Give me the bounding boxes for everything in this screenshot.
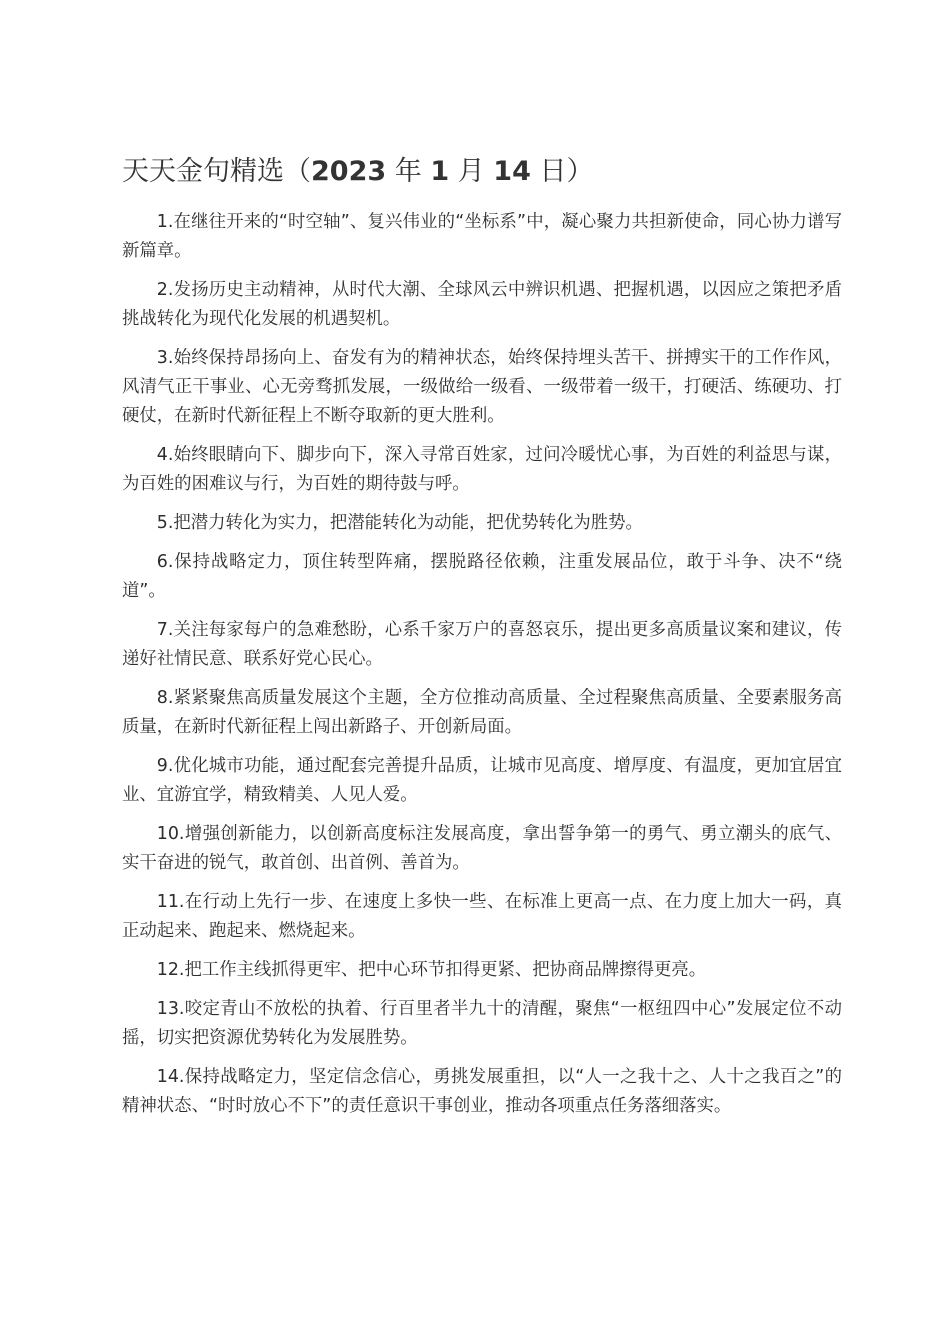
- paragraph-8: 8.紧紧聚焦高质量发展这个主题，全方位推动高质量、全过程聚焦高质量、全要素服务高质量，在新时代新征程上闯出新路子、开创新局面。: [122, 688, 842, 737]
- paragraph-11: 11.在行动上先行一步、在速度上多快一些、在标准上更高一点、在力度上加大一码，真正动起来、跑起来、燃烧起来。: [122, 892, 842, 941]
- paragraph-6: 6.保持战略定力，顶住转型阵痛，摆脱路径依赖，注重发展品位，敢于斗争、决不“绕道”。: [122, 552, 842, 601]
- title-month-unit: 月: [449, 156, 494, 187]
- paragraph-14: 14.保持战略定力，坚定信念信心，勇挑发展重担，以“人一之我十之、人十之我百之”的精神状态、“时时放心不下”的责任意识干事创业，推动各项重点任务落细落实。: [122, 1067, 842, 1116]
- paragraph-2: 2.发扬历史主动精神，从时代大潮、全球风云中辨识机遇、把握机遇，以因应之策把矛盾挑战转化为现代化发展的机遇契机。: [122, 280, 842, 329]
- title-month: 1: [430, 156, 450, 187]
- title-year-unit: 年: [386, 156, 431, 187]
- title-day: 14: [493, 156, 531, 187]
- paragraph-1: 1.在继往开来的“时空轴”、复兴伟业的“坐标系”中，凝心聚力共担新使命，同心协力谱写新篇章。: [122, 212, 842, 261]
- title-suffix: 日）: [530, 156, 594, 187]
- title-year: 2023: [311, 156, 387, 187]
- paragraph-7: 7.关注每家每户的急难愁盼，心系千家万户的喜怒哀乐，提出更多高质量议案和建议，传递好社情民意、联系好党心民心。: [122, 620, 842, 669]
- document-body: [122, 208, 842, 1131]
- title-prefix: 天天金句精选（: [122, 156, 311, 187]
- document-title: [122, 150, 593, 194]
- paragraph-4: 4.始终眼睛向下、脚步向下，深入寻常百姓家，过问冷暖忧心事，为百姓的利益思与谋，为百姓的困难议与行，为百姓的期待鼓与呼。: [122, 445, 842, 494]
- paragraph-9: 9.优化城市功能，通过配套完善提升品质，让城市见高度、增厚度、有温度，更加宜居宜业、宜游宜学，精致精美、人见人爱。: [122, 756, 842, 805]
- paragraph-10: 10.增强创新能力，以创新高度标注发展高度，拿出誓争第一的勇气、勇立潮头的底气、实干奋进的锐气，敢首创、出首例、善首为。: [122, 824, 842, 873]
- paragraph-3: 3.始终保持昂扬向上、奋发有为的精神状态，始终保持埋头苦干、拼搏实干的工作作风，风清气正干事业、心无旁骛抓发展，一级做给一级看、一级带着一级干，打硬活、练硬功、打硬仗，在新时代新征程上不断夺取新的更大胜利。: [122, 348, 842, 426]
- paragraph-5: 5.把潜力转化为实力，把潜能转化为动能，把优势转化为胜势。: [156, 513, 643, 533]
- paragraph-12: 12.把工作主线抓得更牢、把中心环节扣得更紧、把协商品牌擦得更亮。: [156, 960, 707, 980]
- paragraph-13: 13.咬定青山不放松的执着、行百里者半九十的清醒，聚焦“一枢纽四中心”发展定位不动摇，切实把资源优势转化为发展胜势。: [122, 999, 842, 1048]
